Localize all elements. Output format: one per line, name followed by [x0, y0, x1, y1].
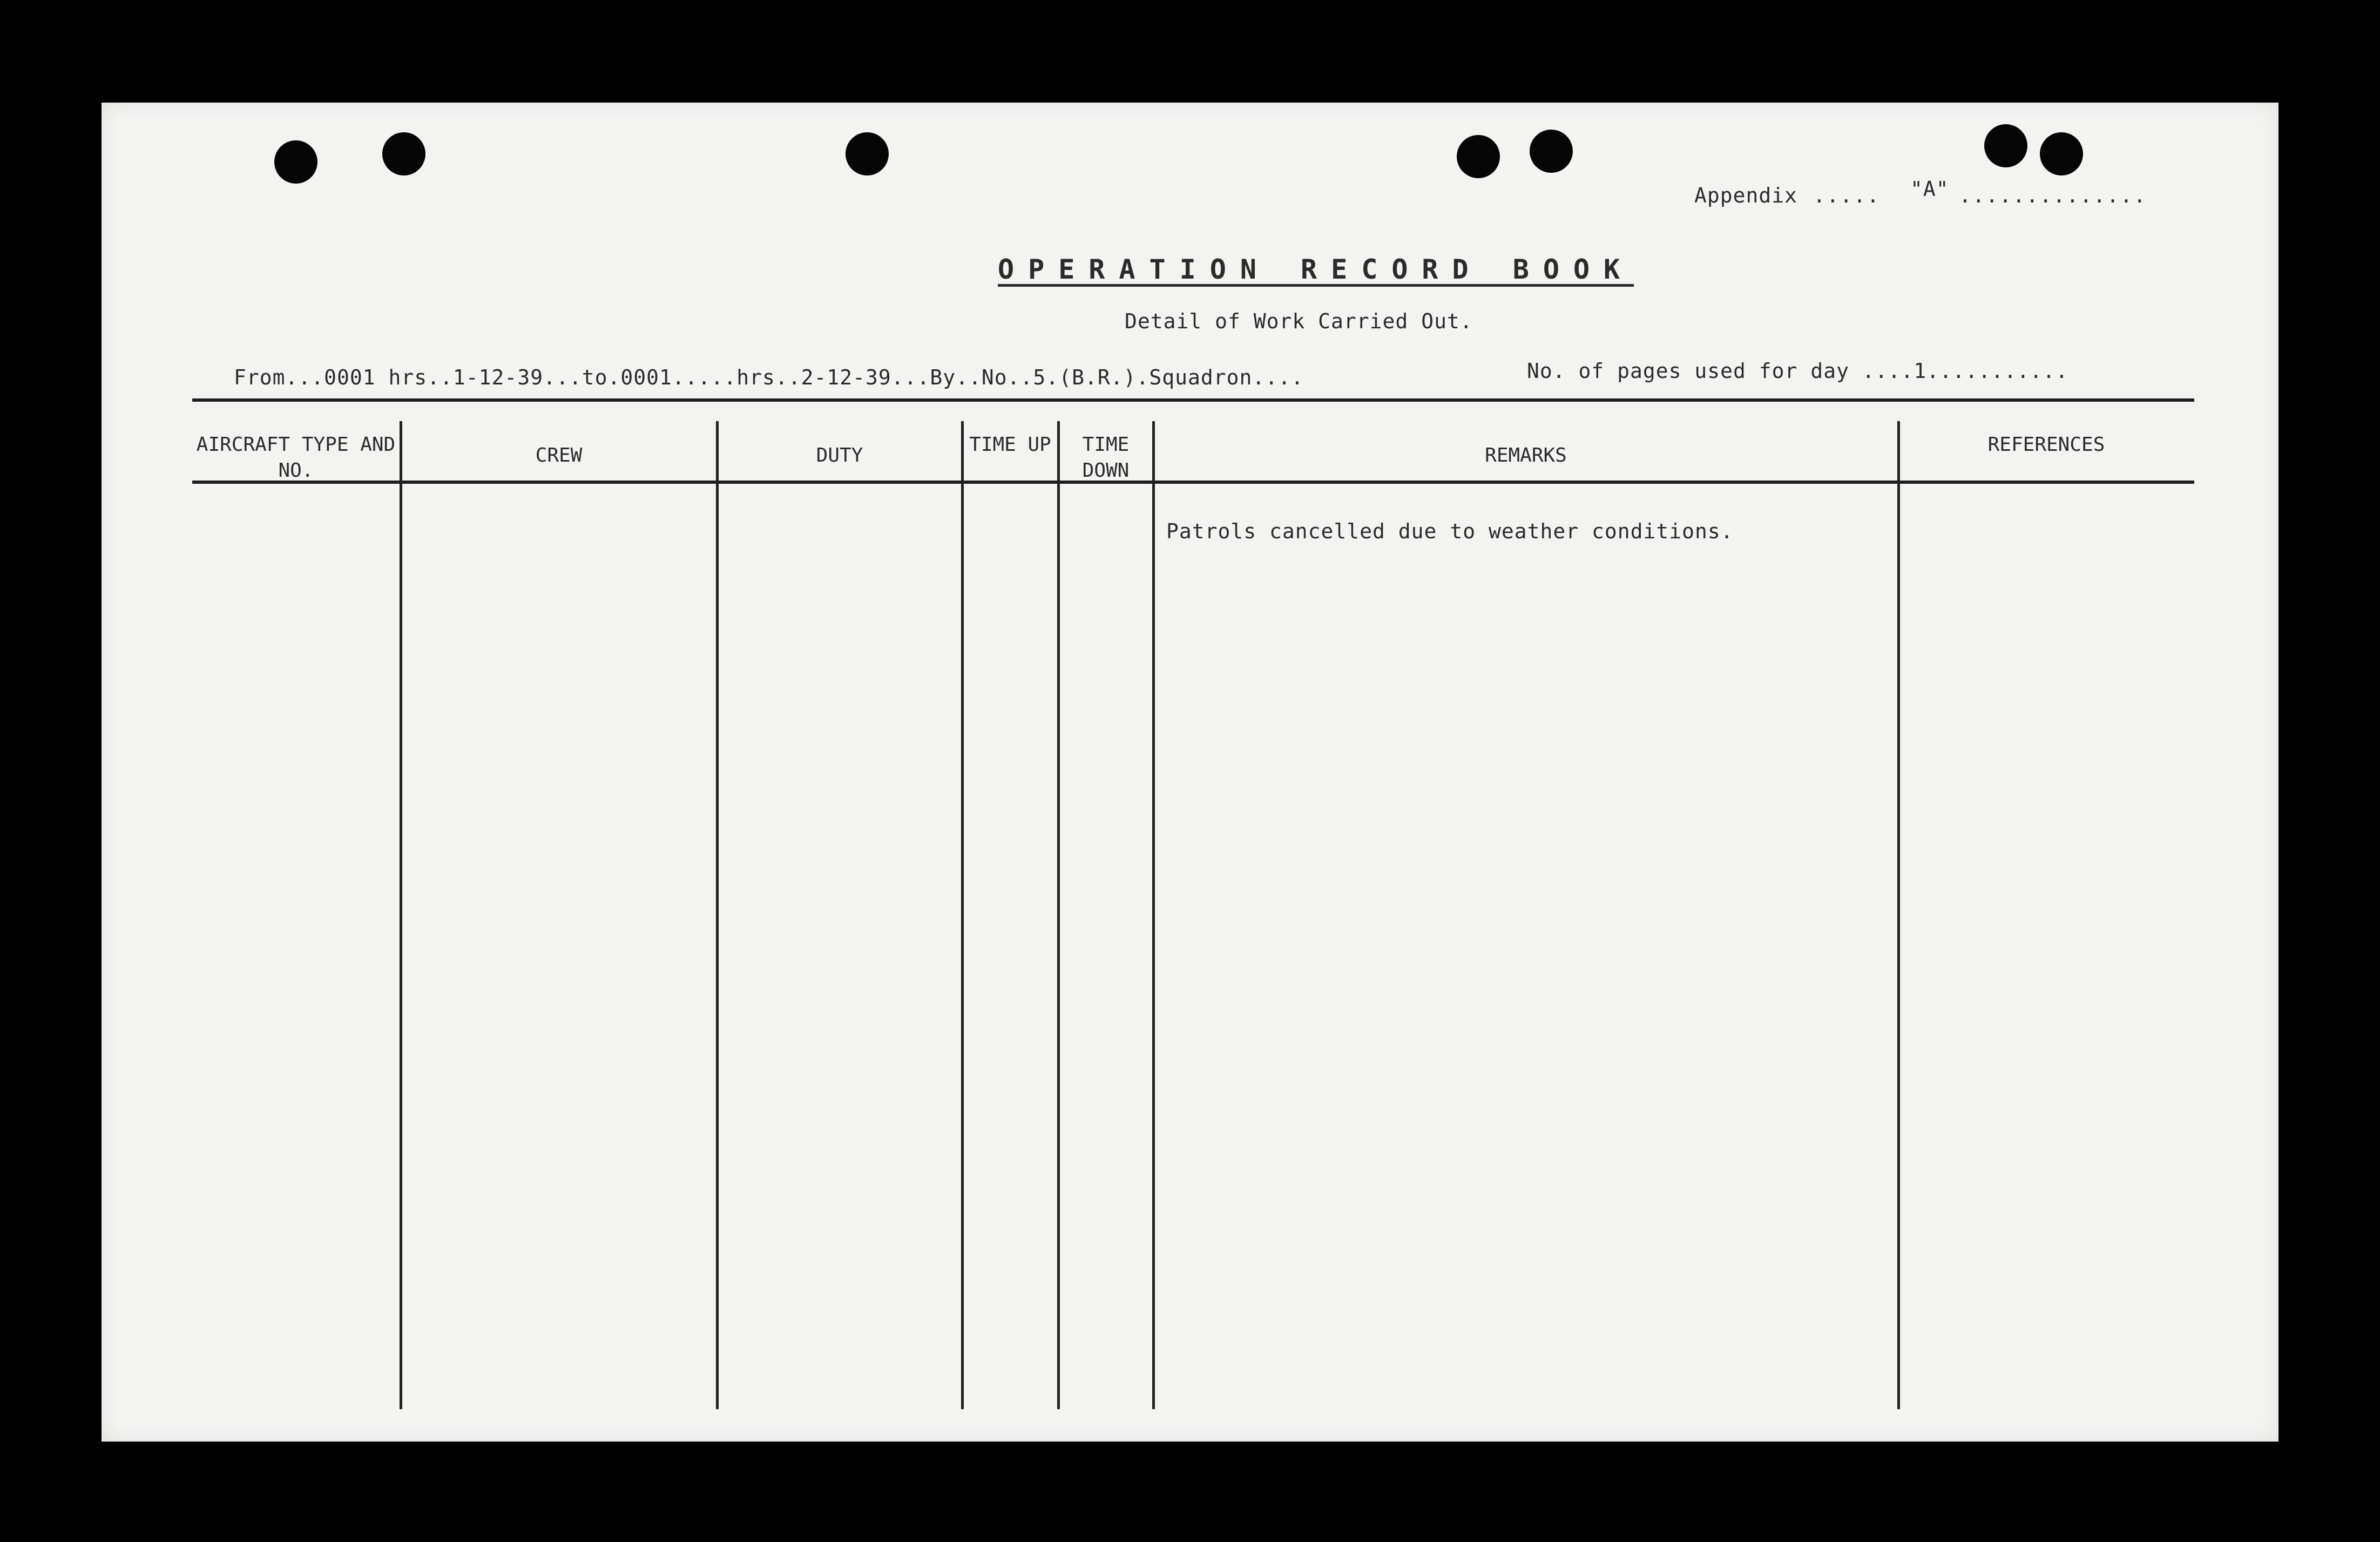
column-divider: [1152, 421, 1155, 1409]
remarks-entry: Patrols cancelled due to weather conditions.: [1166, 519, 1734, 543]
appendix-label: Appendix: [1694, 184, 1798, 207]
column-header-references: REFERENCES: [1987, 434, 2105, 456]
appendix-leader: .....: [1813, 184, 1881, 207]
column-header-crew: CREW: [535, 444, 583, 466]
appendix-leader: ..............: [1959, 184, 2147, 207]
record-sheet: [102, 103, 2278, 1442]
column-divider: [716, 421, 719, 1409]
column-header-time-up: TIME UP: [969, 434, 1051, 456]
from-line: From...0001 hrs..1-12-39...to.0001.....hrs..2-12-39...By..No..5.(B.R.).Squadron....: [234, 366, 1304, 389]
column-header-time-down: TIME DOWN: [1082, 434, 1130, 482]
column-divider: [961, 421, 964, 1409]
column-divider: [1057, 421, 1060, 1409]
column-divider: [400, 421, 402, 1409]
punch-hole: [1457, 135, 1500, 178]
punch-hole: [1984, 124, 2027, 167]
column-divider: [1897, 421, 1900, 1409]
pages-used-line: No. of pages used for day ....1...........: [1527, 359, 2068, 383]
appendix-value: "A": [1910, 177, 1949, 201]
punch-hole: [1530, 130, 1573, 173]
column-header-remarks: REMARKS: [1485, 444, 1567, 466]
punch-hole: [846, 132, 889, 175]
page-title: OPERATION RECORD BOOK: [998, 254, 1634, 285]
page-subtitle: Detail of Work Carried Out.: [1125, 309, 1473, 333]
header-bottom-rule: [192, 481, 2194, 484]
punch-hole: [2040, 132, 2083, 175]
punch-hole: [382, 132, 425, 175]
column-header-duty: DUTY: [816, 444, 863, 466]
column-header-aircraft: AIRCRAFT TYPE AND NO.: [196, 434, 396, 482]
punch-hole: [274, 140, 317, 184]
table-top-rule: [192, 398, 2194, 402]
